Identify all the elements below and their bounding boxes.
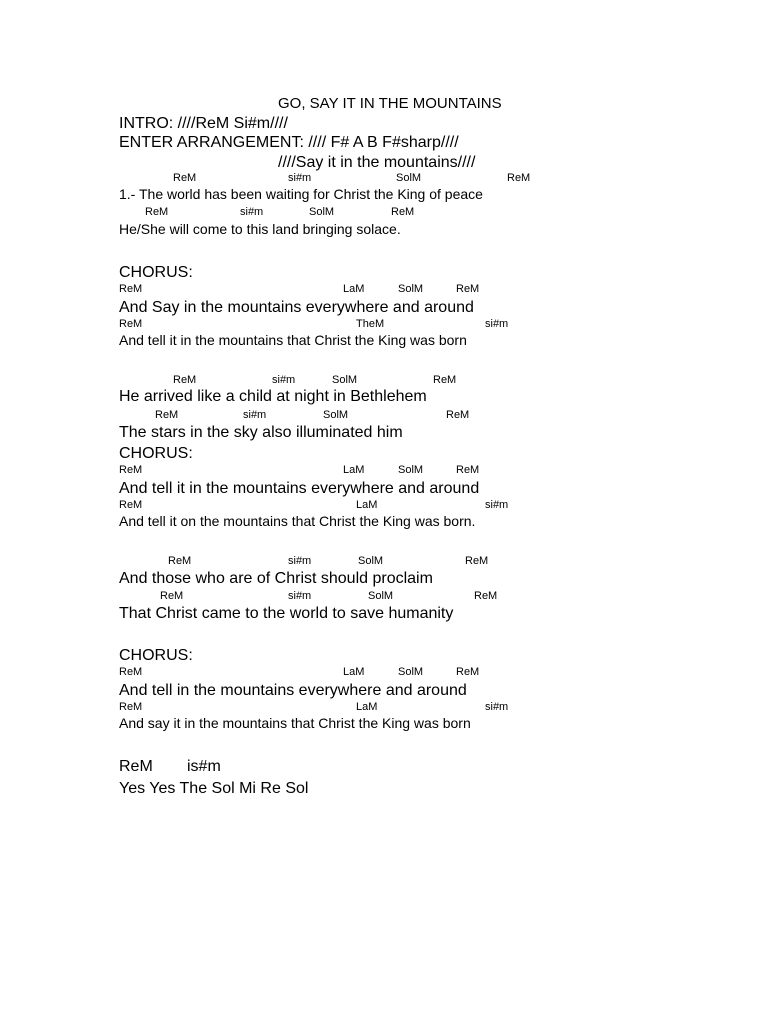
chord: ReM — [446, 409, 470, 421]
chord: ReM — [168, 555, 192, 567]
chord: si#m — [288, 172, 312, 184]
chord: LaM — [356, 701, 378, 713]
chord: ReM — [507, 172, 531, 184]
chord: ReM — [173, 374, 197, 386]
chord: SolM — [309, 206, 335, 218]
lyric-line: He/She will come to this land bringing solace. — [119, 221, 401, 237]
lyric-line: And tell it in the mountains that Christ the King was born — [119, 332, 467, 348]
enter-arrangement-line: ENTER ARRANGEMENT: //// F# A B F#sharp//// — [119, 134, 459, 151]
chord: ReM — [456, 666, 480, 678]
chord: si#m — [243, 409, 267, 421]
lyric-line: And say it in the mountains that Christ the King was born — [119, 715, 471, 731]
chorus-label: CHORUS: — [119, 264, 193, 281]
chord: ReM — [119, 666, 143, 678]
chord: si#m — [485, 701, 509, 713]
chord: SolM — [368, 590, 394, 602]
chorus-label: CHORUS: — [119, 445, 193, 462]
chord: ReM — [119, 499, 143, 511]
chord: ReM — [119, 701, 143, 713]
song-title: GO, SAY IT IN THE MOUNTAINS — [278, 95, 502, 112]
chord: ReM — [474, 590, 498, 602]
chord: si#m — [272, 374, 296, 386]
chord: SolM — [358, 555, 384, 567]
chord: ReM — [433, 374, 457, 386]
chord: si#m — [240, 206, 264, 218]
chord: ReM — [465, 555, 489, 567]
lyric-line: The stars in the sky also illuminated him — [119, 424, 403, 441]
lyric-line: And Say in the mountains everywhere and around — [119, 299, 474, 316]
chorus-label: CHORUS: — [119, 647, 193, 664]
chord: SolM — [396, 172, 422, 184]
lyric-line: 1.- The world has been waiting for Christ the King of peace — [119, 186, 483, 202]
chord: si#m — [288, 590, 312, 602]
chord: SolM — [332, 374, 358, 386]
chord: SolM — [398, 283, 424, 295]
chord: LaM — [343, 464, 365, 476]
chord: ReM — [119, 464, 143, 476]
chord: ReM — [456, 283, 480, 295]
chord: TheM — [356, 318, 385, 330]
chord: ReM — [391, 206, 415, 218]
lyric-line: That Christ came to the world to save humanity — [119, 605, 454, 622]
chord: SolM — [398, 464, 424, 476]
chord: ReM — [145, 206, 169, 218]
chord: LaM — [343, 283, 365, 295]
chord: LaM — [343, 666, 365, 678]
chord: ReM — [119, 283, 143, 295]
chord: SolM — [323, 409, 349, 421]
chord: ReM — [119, 318, 143, 330]
chord: si#m — [485, 318, 509, 330]
say-it-line: ////Say it in the mountains//// — [278, 154, 476, 171]
chord: ReM — [173, 172, 197, 184]
chord: ReM — [119, 758, 153, 775]
lyric-line: And those who are of Christ should proclaim — [119, 570, 433, 587]
chord: ReM — [155, 409, 179, 421]
chord: LaM — [356, 499, 378, 511]
lyric-line: And tell it on the mountains that Christ the King was born. — [119, 513, 476, 529]
lyric-line: And tell in the mountains everywhere and around — [119, 682, 467, 699]
lyric-line: He arrived like a child at night in Bethlehem — [119, 388, 427, 405]
chord: ReM — [456, 464, 480, 476]
chord: SolM — [398, 666, 424, 678]
chord: ReM — [160, 590, 184, 602]
chord: si#m — [485, 499, 509, 511]
intro-line: INTRO: ////ReM Si#m//// — [119, 115, 288, 132]
lyric-line: And tell it in the mountains everywhere and around — [119, 480, 480, 497]
lyric-line: Yes Yes The Sol Mi Re Sol — [119, 780, 309, 797]
chord: is#m — [187, 758, 221, 775]
chord: si#m — [288, 555, 312, 567]
